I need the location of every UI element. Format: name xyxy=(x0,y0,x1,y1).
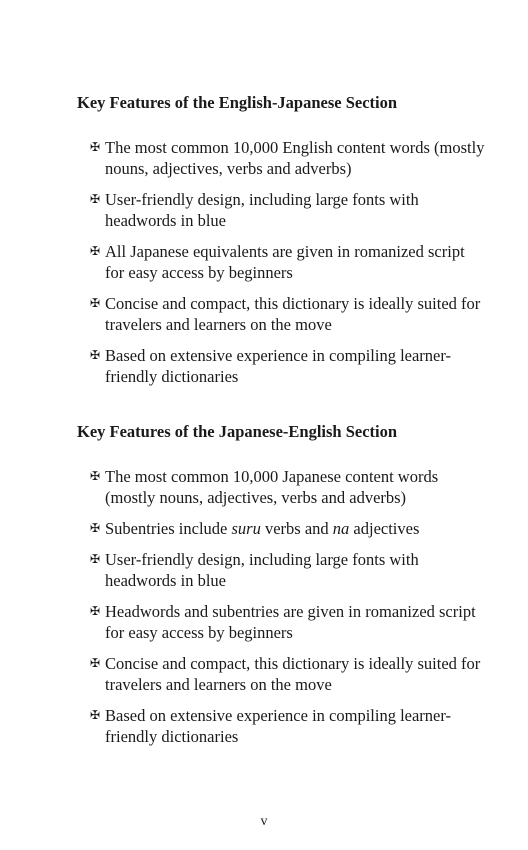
feature-text-emphasis: na xyxy=(332,519,350,538)
feature-text-run: Based on extensive experience in compiling learner-friendly dictionaries xyxy=(105,706,452,746)
feature-list xyxy=(77,466,488,747)
maltese-cross-icon: ✠ xyxy=(90,521,101,535)
section-heading: Key Features of the Japanese-English Section xyxy=(77,422,398,441)
page-number: v xyxy=(260,814,268,829)
feature-text xyxy=(105,242,465,282)
feature-item xyxy=(77,293,488,335)
feature-item xyxy=(77,137,488,179)
feature-text xyxy=(105,602,476,642)
feature-item xyxy=(77,466,488,508)
maltese-cross-icon: ✠ xyxy=(90,469,101,483)
maltese-cross-icon: ✠ xyxy=(90,192,101,206)
feature-text xyxy=(105,346,451,386)
feature-text-run: verbs and xyxy=(260,519,333,538)
feature-text xyxy=(105,706,451,746)
feature-text xyxy=(105,467,438,507)
feature-text xyxy=(105,138,484,178)
feature-item xyxy=(77,705,488,747)
maltese-cross-icon: ✠ xyxy=(90,244,101,258)
feature-text-run: Headwords and subentries are given in romanized script for easy access by beginners xyxy=(105,602,476,642)
feature-item xyxy=(77,653,488,695)
maltese-cross-icon: ✠ xyxy=(90,140,101,154)
feature-text-emphasis: suru xyxy=(231,519,261,538)
feature-text-run: Subentries include xyxy=(105,519,232,538)
feature-text xyxy=(105,294,480,334)
feature-text-run: User-friendly design, including large fonts with headwords in blue xyxy=(105,190,419,230)
section-japanese-english xyxy=(77,421,488,757)
feature-text-run: All Japanese equivalents are given in romanized script for easy access by beginners xyxy=(105,242,465,282)
feature-list xyxy=(77,137,488,387)
maltese-cross-icon: ✠ xyxy=(90,552,101,566)
feature-text-run: The most common 10,000 English content words (mostly nouns, adjectives, verbs and adverbs) xyxy=(105,138,485,178)
feature-item xyxy=(77,345,488,387)
feature-item xyxy=(77,189,488,231)
feature-item xyxy=(77,518,488,539)
feature-text xyxy=(105,519,419,538)
feature-text-run: adjectives xyxy=(349,519,420,538)
feature-text xyxy=(105,654,480,694)
feature-text xyxy=(105,190,419,230)
feature-text-run: Concise and compact, this dictionary is ideally suited for travelers and learners on the move xyxy=(105,294,481,334)
feature-text xyxy=(105,550,419,590)
feature-item xyxy=(77,241,488,283)
maltese-cross-icon: ✠ xyxy=(90,296,101,310)
feature-text-run: User-friendly design, including large fonts with headwords in blue xyxy=(105,550,419,590)
feature-text-run: The most common 10,000 Japanese content words (mostly nouns, adjectives, verbs and adverbs) xyxy=(105,467,439,507)
feature-text-run: Concise and compact, this dictionary is ideally suited for travelers and learners on the move xyxy=(105,654,481,694)
feature-item xyxy=(77,549,488,591)
section-english-japanese xyxy=(77,92,488,397)
feature-item xyxy=(77,601,488,643)
maltese-cross-icon: ✠ xyxy=(90,604,101,618)
feature-text-run: Based on extensive experience in compiling learner-friendly dictionaries xyxy=(105,346,452,386)
maltese-cross-icon: ✠ xyxy=(90,348,101,362)
section-heading: Key Features of the English-Japanese Section xyxy=(77,93,398,112)
maltese-cross-icon: ✠ xyxy=(90,708,101,722)
maltese-cross-icon: ✠ xyxy=(90,656,101,670)
